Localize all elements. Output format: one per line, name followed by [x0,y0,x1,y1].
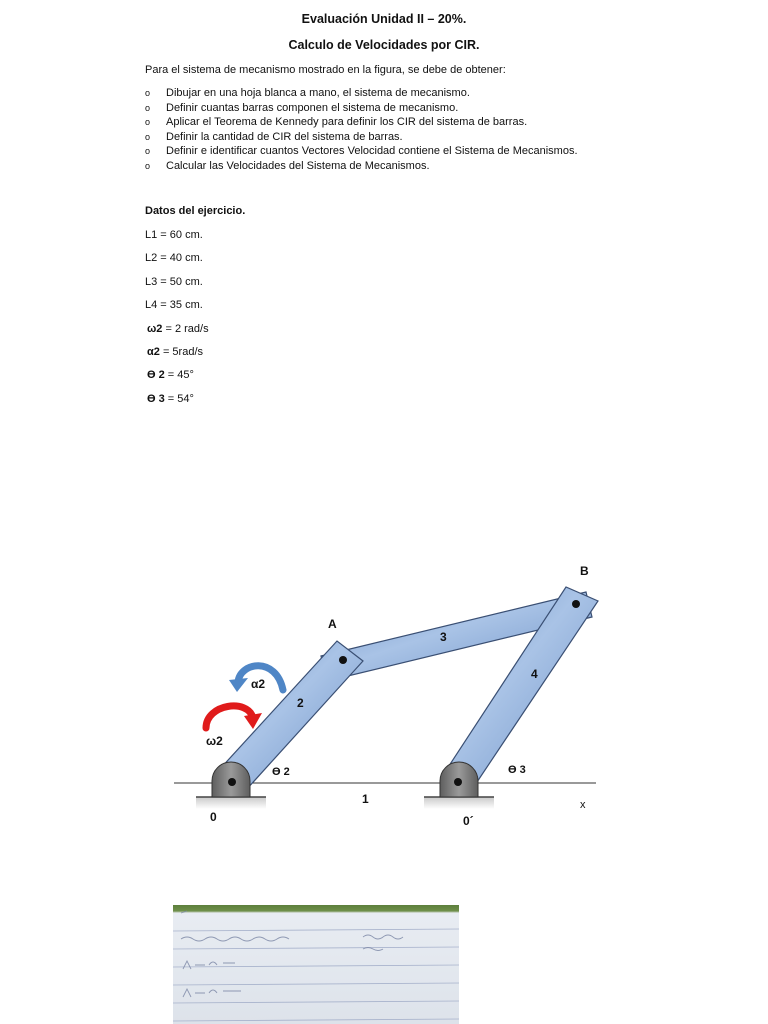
bullet-icon: o [145,160,151,171]
label-axis-x: x [580,799,586,811]
list-item: o Dibujar en una hoja blanca a mano, el sistema de mecanismo. [145,87,470,99]
list-item: o Definir la cantidad de CIR del sistema de barras. [145,130,403,143]
label-b: B [580,564,589,578]
floor-pad-0prime [424,797,494,809]
datum-l3: L3 = 50 cm. [145,275,203,288]
datum-l2: L2 = 40 cm. [145,252,203,265]
label-origin-0: 0 [210,810,217,824]
bullet-icon: o [145,102,151,113]
label-link-4: 4 [531,667,538,681]
handwritten-photo [173,905,459,1024]
label-origin-0prime: 0´ [463,814,474,828]
handwriting-marks [173,905,459,1024]
datum-theta2: Ɵ 2 = 45° [147,369,194,382]
label-omega2: ω2 [206,734,223,748]
joint-b [572,600,580,608]
list-item: o Definir e identificar cuantos Vectores Velocidad contiene el Sistema de Mecanismos. [145,145,578,158]
datum-l4: L4 = 35 cm. [145,299,203,312]
label-alpha2: α2 [251,677,266,691]
label-link-2: 2 [297,696,304,710]
datum-theta3: Ɵ 3 = 54° [147,392,194,405]
floor-pad-0 [196,797,266,809]
datos-heading: Datos del ejercicio. [145,205,246,217]
list-item: o Calcular las Velocidades del Sistema de Mecanismos. [145,159,430,172]
label-theta2: Ɵ 2 [272,766,290,778]
label-a: A [328,617,337,631]
joint-0 [228,778,236,786]
bullet-icon: o [145,88,151,98]
datum-l1: L1 = 60 cm. [145,229,203,241]
joint-0prime [454,778,462,786]
label-link-3: 3 [440,630,447,644]
bullet-icon: o [145,146,151,157]
label-theta3: Ɵ 3 [508,764,526,776]
datum-alpha2: α2 = 5rad/s [147,345,203,358]
document-subtitle: Calculo de Velocidades por CIR. [288,38,480,52]
joint-a [339,656,347,664]
document-title: Evaluación Unidad II – 20%. [301,12,467,26]
label-ground-1: 1 [362,792,369,806]
list-item: o Aplicar el Teorema de Kennedy para definir los CIR del sistema de barras. [145,116,528,129]
intro-text: Para el sistema de mecanismo mostrado en la figura, se debe de obtener: [145,64,506,76]
list-item: o Definir cuantas barras componen el sistema de mecanismo. [145,101,459,114]
bullet-icon: o [145,117,151,128]
datum-omega2: ω2 = 2 rad/s [147,322,209,335]
bullet-icon: o [145,131,151,142]
